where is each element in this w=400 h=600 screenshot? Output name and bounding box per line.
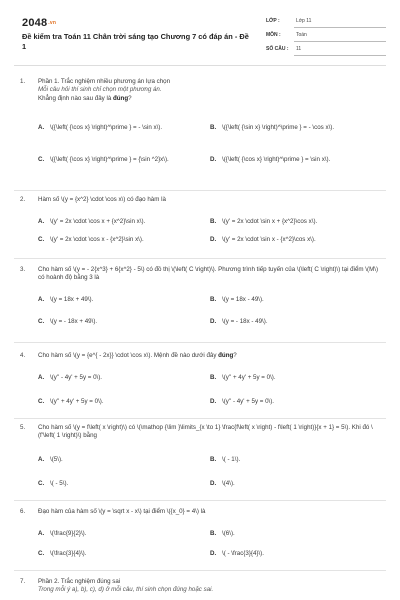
question-number: 5.: [20, 424, 26, 431]
option-text: \(y' = 2x \cdot \cos x - {x^2}\sin x\).: [50, 236, 144, 243]
option-label: D.: [210, 236, 217, 243]
option-label: D.: [210, 156, 217, 163]
meta-subject: [266, 30, 386, 44]
stem-bold: đúng: [113, 94, 129, 102]
stem-plain: Cho hàm số \(y = {e^{ - 2x}} \cdot \cos x\). Mệnh đề nào dưới đây: [38, 352, 219, 359]
option-label: C.: [38, 550, 45, 557]
option-label: C.: [38, 156, 45, 163]
option-label: B.: [210, 296, 217, 303]
meta-class: [266, 16, 386, 30]
class-underline: [294, 27, 386, 28]
option-label: D.: [210, 398, 217, 405]
question-number: 6.: [20, 508, 26, 515]
option-text: \(y = 18x + 49\).: [50, 296, 94, 303]
question-number: 7.: [20, 578, 26, 585]
option-label: D.: [210, 550, 217, 557]
option-label: A.: [38, 296, 45, 303]
option-text: \( - \frac{3}{4}\).: [222, 550, 264, 557]
document-header: [14, 14, 386, 66]
question-7: [14, 578, 386, 598]
question-divider: [14, 500, 386, 501]
question-divider: [14, 342, 386, 343]
question-stem: [38, 352, 380, 360]
option-label: C.: [38, 480, 45, 487]
question-1: [14, 78, 386, 190]
option-text: \( - 5\).: [50, 480, 69, 487]
option-text: \(y' = 2x \cdot \sin x + {x^2}\cos x\).: [222, 218, 318, 225]
question-stem: Cho hàm số \(y = - 2{x^3} + 6{x^2} - 5\) có đồ thị \(\left( C \right)\). Phương trình tiếp tuyến của \(\left( C \right)\) tại điểm \(M\) có hoành độ bằng 3 là: [38, 266, 379, 282]
option-label: A.: [38, 374, 45, 381]
question-5: [14, 424, 386, 502]
option-label: C.: [38, 398, 45, 405]
stem-bold: đúng: [218, 352, 234, 359]
option-text: \( - 1\).: [222, 456, 241, 463]
count-label: SỐ CÂU :: [266, 46, 289, 52]
class-label: LỚP :: [266, 18, 280, 24]
meta-info: [266, 16, 386, 58]
question-number: 3.: [20, 266, 26, 273]
option-text: \(5\).: [50, 456, 63, 463]
option-text: \(y'' + 4y' + 5y = 0\).: [50, 398, 104, 405]
option-label: B.: [210, 218, 217, 225]
header-divider: [14, 65, 386, 66]
option-label: D.: [210, 480, 217, 487]
option-text: \({\left( {\sin x} \right)^\prime } = - \cos x\).: [222, 124, 335, 131]
option-label: C.: [38, 236, 45, 243]
option-text: \(4\).: [222, 480, 235, 487]
option-label: B.: [210, 456, 217, 463]
option-text: \(\frac{3}{4}\).: [50, 550, 87, 557]
question-divider: [14, 258, 386, 259]
class-value: Lớp 11: [296, 18, 312, 24]
question-6: [14, 508, 386, 572]
part-note: Trong mỗi ý a), b), c), d) ở mỗi câu, thí sinh chọn đúng hoặc sai.: [38, 586, 214, 594]
option-text: \(y'' + 4y' + 5y = 0\).: [222, 374, 276, 381]
question-divider: [14, 190, 386, 191]
meta-count: [266, 44, 386, 58]
option-text: \(6\).: [222, 530, 235, 537]
question-stem: [38, 78, 380, 103]
stem-plain: Khẳng định nào sau đây là: [38, 94, 113, 102]
option-text: \(\frac{9}{2}\).: [50, 530, 87, 537]
option-text: \(y'' - 4y' + 5y = 0\).: [222, 398, 275, 405]
option-text: \(y = - 18x + 49\).: [50, 318, 98, 325]
option-text: \({\left( {\cos x} \right)^\prime } = - \sin x\).: [50, 124, 163, 131]
option-text: \(y'' - 4y' + 5y = 0\).: [50, 374, 103, 381]
subject-underline: [294, 41, 386, 42]
question-stem: [38, 578, 380, 595]
option-label: B.: [210, 530, 217, 537]
option-text: \(y' = 2x \cdot \sin x - {x^2}\cos x\).: [222, 236, 316, 243]
site-logo[interactable]: [22, 16, 56, 31]
option-text: \(y = - 18x - 49\).: [222, 318, 268, 325]
question-4: [14, 352, 386, 416]
stem-end: ?: [128, 94, 132, 102]
option-label: D.: [210, 318, 217, 325]
question-number: 1.: [20, 78, 26, 85]
count-underline: [294, 55, 386, 56]
part-note: Mỗi câu hỏi thí sinh chỉ chọn một phương án.: [38, 86, 162, 94]
count-value: 11: [296, 46, 302, 52]
question-stem: Cho hàm số \(y = f\left( x \right)\) có \(\mathop {\lim }\limits_{x \to 1} \frac{f\left( x \right) - f\left( 1 \right)}{x + 1} = 5\). Khi đó \(f'\left( 1 \right)\) bằng: [38, 424, 373, 440]
option-text: \({\left( {\cos x} \right)^\prime } = \sin x\).: [222, 156, 331, 163]
question-divider: [14, 418, 386, 419]
question-stem: Hàm số \(y = {x^2} \cdot \cos x\) có đạo hàm là: [38, 196, 166, 203]
option-label: A.: [38, 456, 45, 463]
document-title: Đề kiểm tra Toán 11 Chân trời sáng tạo Chương 7 có đáp án - Đề 1: [22, 32, 249, 51]
option-label: A.: [38, 124, 45, 131]
stem-text: [38, 95, 380, 103]
option-text: \({\left( {\cos x} \right)^\prime } = {\sin ^2}x\).: [50, 156, 169, 163]
option-label: B.: [210, 124, 217, 131]
question-2: [14, 196, 386, 252]
logo-text: 2048: [22, 17, 48, 29]
logo-suffix: .vn: [48, 20, 57, 26]
subject-value: Toán: [296, 32, 307, 38]
option-label: B.: [210, 374, 217, 381]
subject-label: MÔN :: [266, 32, 281, 38]
option-label: C.: [38, 318, 45, 325]
option-label: A.: [38, 218, 45, 225]
option-text: \(y' = 2x \cdot \cos x + {x^2}\sin x\).: [50, 218, 146, 225]
stem-end: ?: [233, 352, 237, 359]
part-heading: Phần 1. Trắc nghiệm nhiều phương án lựa chọn: [38, 78, 171, 85]
option-label: A.: [38, 530, 45, 537]
question-divider: [14, 570, 386, 571]
part-heading: Phần 2. Trắc nghiệm đúng sai: [38, 578, 121, 585]
option-text: \(y = 18x - 49\).: [222, 296, 264, 303]
question-stem: Đạo hàm của hàm số \(y = \sqrt x - x\) tại điểm \({x_0} = 4\) là: [38, 508, 206, 515]
question-number: 2.: [20, 196, 26, 203]
question-3: [14, 266, 386, 340]
question-number: 4.: [20, 352, 26, 359]
